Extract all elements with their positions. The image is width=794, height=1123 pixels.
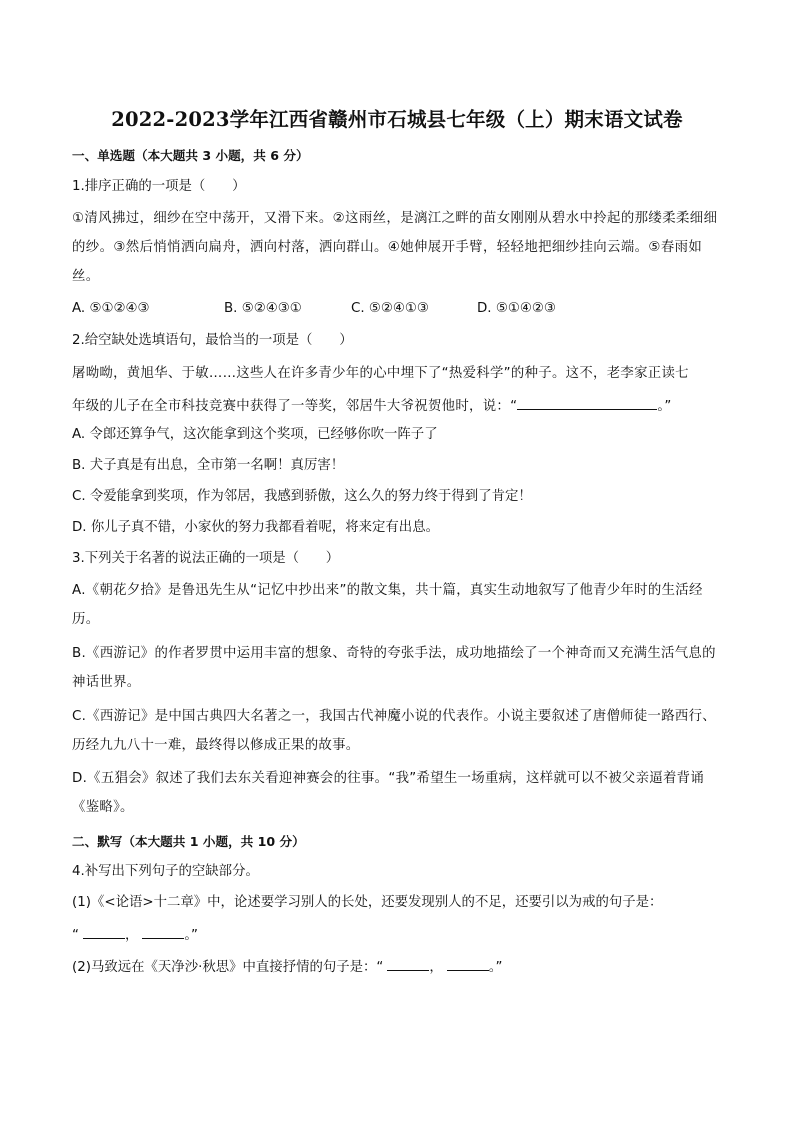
section-info: （本大题共 3 小题，共 6 分） — [134, 148, 309, 163]
question-3-stem: 3.下列关于名著的说法正确的一项是（ ） — [72, 551, 340, 566]
section-info: （本大题共 1 小题，共 10 分） — [122, 834, 305, 849]
question-2-text-line1: 屠呦呦，黄旭华、于敏……这些人在许多青少年的心中埋下了“热爱科学”的种子。这不，老李家正读七 — [72, 366, 689, 381]
answer-blank — [447, 956, 489, 971]
option-a: A. ⑤①②④③ — [72, 301, 150, 316]
exam-title: 2022-2023学年江西省赣州市石城县七年级（上）期末语文试卷 — [111, 108, 683, 131]
answer-blank — [142, 924, 184, 939]
section-heading-1 — [72, 146, 724, 166]
question-1-stem: 1.排序正确的一项是（ ） — [72, 179, 246, 194]
question-2-text-line2 — [72, 395, 724, 417]
question-2-text-pre: 年级的儿子在全市科技竞赛中获得了一等奖，邻居牛大爷祝贺他时，说：“ — [72, 399, 518, 414]
quote-close: 。” — [184, 928, 198, 943]
question-4-stem: 4.补写出下列句子的空缺部分。 — [72, 864, 259, 879]
question-4-sub-2-pre: (2)马致远在《天净沙·秋思》中直接抒情的句子是：“ — [72, 960, 384, 975]
answer-blank — [387, 956, 429, 971]
question-2-stem: 2.给空缺处选填语句，最恰当的一项是（ ） — [72, 333, 353, 348]
question-3-option-a: A.《朝花夕拾》是鲁迅先生从“记忆中抄出来”的散文集，共十篇，真实生动地叙写了他青少年时的生活经历。 — [72, 583, 703, 627]
answer-blank — [83, 924, 125, 939]
answer-blank — [517, 395, 657, 410]
comma: ， — [429, 960, 443, 975]
question-2-option-a: A. 令郎还算争气，这次能拿到这个奖项，已经够你吹一阵子了 — [72, 427, 438, 442]
question-4-sub-2 — [72, 956, 724, 978]
question-4-sub-1-blanks — [72, 924, 724, 946]
question-1-text: ①清风拂过，细纱在空中荡开，又滑下来。②这雨丝，是漓江之畔的苗女刚刚从碧水中拎起的那缕柔柔细细的纱。③然后悄悄洒向扁舟，洒向村落，洒向群山。④她伸展开手臂，轻轻地把细纱挂向云端。⑤春雨如丝。 — [72, 211, 718, 284]
question-3-option-b: B.《西游记》的作者罗贯中运用丰富的想象、奇特的夸张手法，成功地描绘了一个神奇而又充满生活气息的神话世界。 — [72, 646, 716, 690]
question-2-text-post: 。” — [657, 399, 672, 414]
section-name: 二、默写 — [72, 834, 123, 849]
question-2-option-c: C. 令爱能拿到奖项，作为邻居，我感到骄傲，这么久的努力终于得到了肯定！ — [72, 489, 532, 504]
section-heading-2 — [72, 832, 724, 852]
option-c: C. ⑤②④①③ — [351, 301, 429, 316]
option-d: D. ⑤①④②③ — [477, 301, 556, 316]
question-4-sub-1: (1)《<论语>十二章》中，论述要学习别人的长处，还要发现别人的不足，还要引以为戒的句子是： — [72, 895, 663, 910]
question-3-option-d: D.《五猖会》叙述了我们去东关看迎神赛会的往事。“我”希望生一场重病，这样就可以不被父亲逼着背诵《鉴略》。 — [72, 771, 705, 815]
question-2-option-b: B. 犬子真是有出息，全市第一名啊！真厉害！ — [72, 458, 345, 473]
question-3-option-c: C.《西游记》是中国古典四大名著之一，我国古代神魔小说的代表作。小说主要叙述了唐僧师徒一路西行、历经九九八十一难，最终得以修成正果的故事。 — [72, 709, 716, 753]
question-1-options — [72, 299, 724, 319]
question-2-option-d: D. 你儿子真不错，小家伙的努力我都看着呢，将来定有出息。 — [72, 520, 439, 535]
option-b: B. ⑤②④③① — [224, 301, 302, 316]
comma: ， — [124, 928, 139, 943]
quote-open: “ — [72, 928, 79, 943]
section-name: 一、单选题 — [72, 148, 135, 163]
quote-close: 。” — [488, 960, 503, 975]
